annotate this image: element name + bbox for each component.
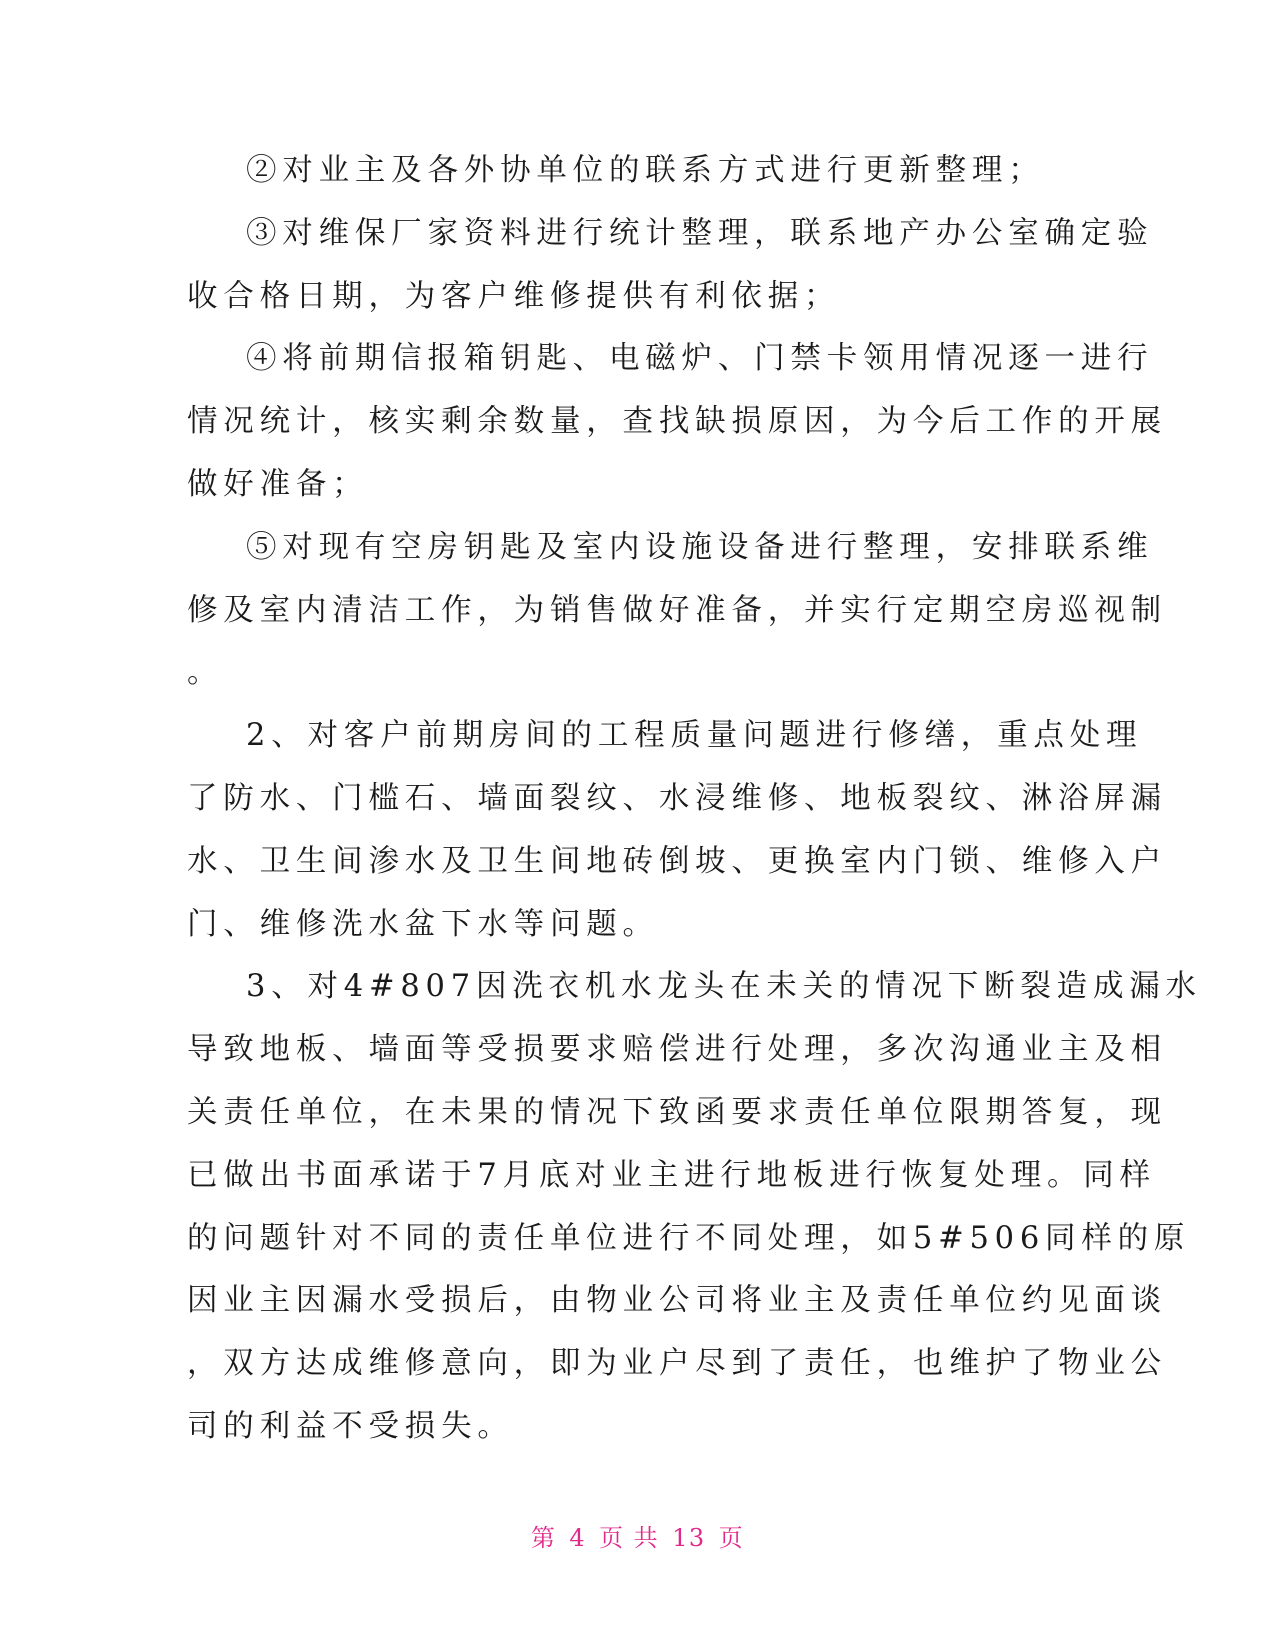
paragraph-line: 的问题针对不同的责任单位进行不同处理，如5#506同样的原 bbox=[187, 1220, 1191, 1256]
footer-middle: 页 共 bbox=[599, 1524, 660, 1552]
paragraph-line: 因业主因漏水受损后，由物业公司将业主及责任单位约见面谈 bbox=[187, 1283, 1167, 1319]
footer-prefix: 第 bbox=[530, 1524, 557, 1552]
paragraph-line: 收合格日期，为客户维修提供有利依据； bbox=[187, 278, 841, 314]
paragraph-line: 导致地板、墙面等受损要求赔偿进行处理，多次沟通业主及相 bbox=[187, 1032, 1167, 1068]
footer-suffix: 页 bbox=[718, 1524, 745, 1552]
paragraph-line: ，双方达成维修意向，即为业户尽到了责任，也维护了物业公 bbox=[187, 1346, 1167, 1382]
paragraph-line: ③对维保厂家资料进行统计整理，联系地产办公室确定验 bbox=[246, 215, 1154, 251]
paragraph-line: 。 bbox=[187, 655, 218, 691]
document-body bbox=[187, 140, 1202, 1459]
paragraph-line: 水、卫生间渗水及卫生间地砖倒坡、更换室内门锁、维修入户 bbox=[187, 843, 1167, 879]
paragraph-line: 2、对客户前期房间的工程质量问题进行修缮，重点处理 bbox=[246, 718, 1143, 754]
paragraph-line: 关责任单位，在未果的情况下致函要求责任单位限期答复，现 bbox=[187, 1094, 1167, 1130]
footer-total-pages: 13 bbox=[672, 1524, 706, 1552]
paragraph-line: 3、对4#807因洗衣机水龙头在未关的情况下断裂造成漏水 bbox=[246, 969, 1202, 1005]
paragraph-line: 门、维修洗水盆下水等问题。 bbox=[187, 906, 659, 942]
paragraph-line: ④将前期信报箱钥匙、电磁炉、门禁卡领用情况逐一进行 bbox=[246, 341, 1154, 377]
paragraph-line: 修及室内清洁工作，为销售做好准备，并实行定期空房巡视制 bbox=[187, 592, 1167, 628]
paragraph-line: 情况统计，核实剩余数量，查找缺损原因，为今后工作的开展 bbox=[187, 404, 1167, 440]
paragraph-line: ⑤对现有空房钥匙及室内设施设备进行整理，安排联系维 bbox=[246, 529, 1154, 565]
paragraph-line: 做好准备； bbox=[187, 466, 369, 502]
paragraph-line: 司的利益不受损失。 bbox=[187, 1408, 514, 1444]
paragraph-line: 已做出书面承诺于7月底对业主进行地板进行恢复处理。同样 bbox=[187, 1157, 1156, 1193]
paragraph-line: 了防水、门槛石、墙面裂纹、水浸维修、地板裂纹、淋浴屏漏 bbox=[187, 780, 1167, 816]
page-number-footer bbox=[0, 1518, 1275, 1553]
footer-current-page: 4 bbox=[569, 1524, 587, 1552]
paragraph-line: ②对业主及各外协单位的联系方式进行更新整理； bbox=[246, 153, 1045, 188]
